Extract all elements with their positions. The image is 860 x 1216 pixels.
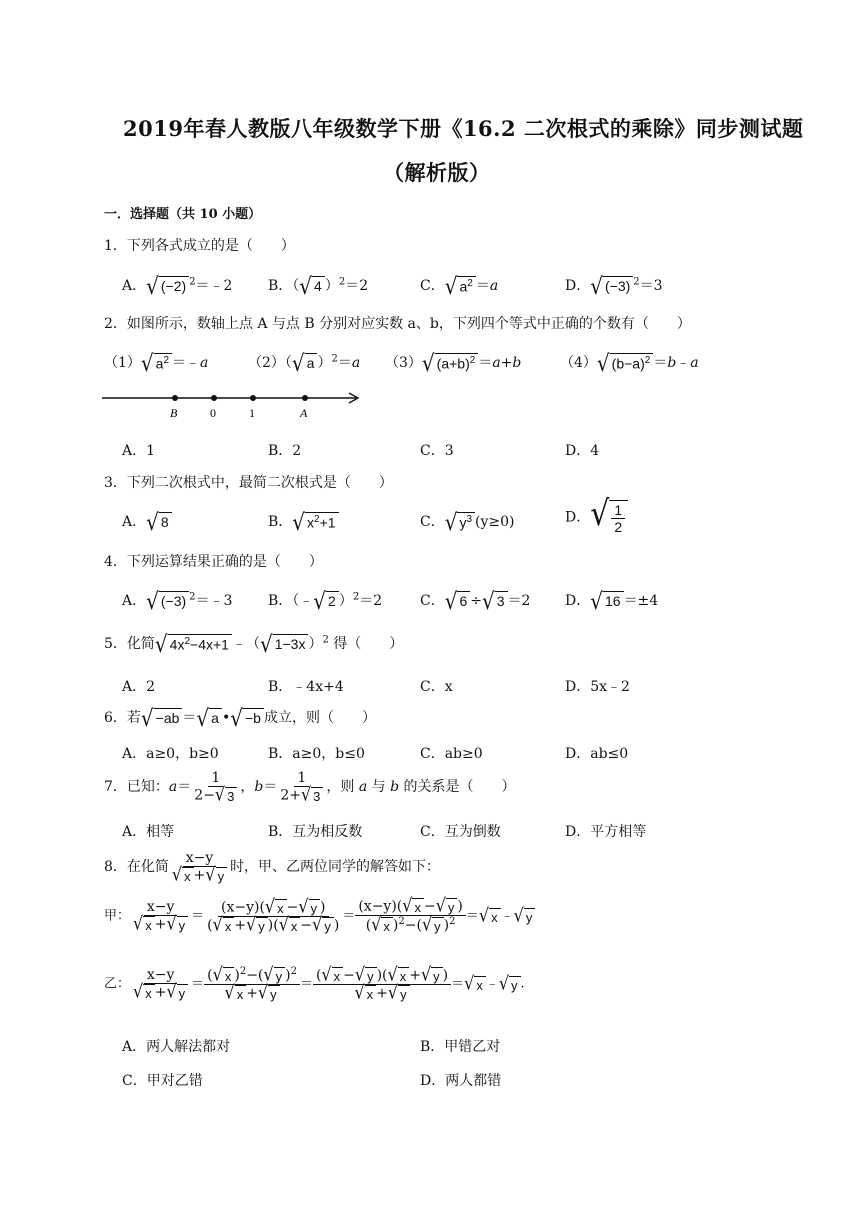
- point-one: [250, 395, 256, 401]
- q2-equation-3: （3） √ $(a+b)^2$ ＝a+b: [385, 349, 522, 377]
- point-b: [172, 395, 178, 401]
- q3-option-c: C． √ $y^3$ (y≥0): [420, 508, 515, 536]
- point-a: [302, 395, 308, 401]
- q4-option-d: D． √ 16 ＝±4: [565, 587, 659, 615]
- q6-option-a: A．a≥0，b≥0: [122, 746, 219, 762]
- q8-solution-yi: 乙： x−y √ x + √ y ＝ ( √ x )$^2$−( √ y )$^2$ √ x + √ y ＝ ( √ x − √ y )( √ x + √ y ) √ x + √ y ＝ √ x ﹣ √ y .: [104, 963, 525, 1004]
- page-subtitle: （解析版）: [383, 160, 491, 185]
- q8-stem: 8．在化简 x−y √ x + √ y 时，甲、乙两位同学的解答如下：: [104, 850, 441, 886]
- q5-stem: 5．化简 √ $4x^2-4x+1$ ﹣（ √ 1−3x ）$^2$ 得（ ）: [104, 630, 404, 658]
- axis-label-one: 1: [249, 406, 255, 420]
- q6-stem: 6．若 √ −ab ＝ √ a • √ −b 成立，则（ ）: [104, 704, 376, 732]
- q3-option-d: D． √ $\frac{1}{2}$: [565, 500, 628, 535]
- q1-option-b: B．（ √ 4 ）$^2$＝2: [268, 272, 369, 300]
- q8-option-d: D．两人都错: [420, 1073, 502, 1089]
- q1-stem: 1．下列各式成立的是（ ）: [104, 238, 295, 254]
- q7-option-d: D．平方相等: [565, 824, 647, 840]
- q5-option-a: A．2: [122, 679, 156, 695]
- q8-option-c: C．甲对乙错: [122, 1073, 203, 1089]
- q2-option-c: C．3: [420, 443, 454, 459]
- number-line: [100, 388, 365, 422]
- q7-stem: 7．已知：a＝ 1 2− √ 3 ，b＝ 1 2+ √ 3 ，则 a 与 b 的关系是（ ）: [104, 770, 516, 806]
- q7-option-c: C．互为倒数: [420, 824, 501, 840]
- axis-label-a: A: [300, 406, 308, 420]
- q4-option-c: C． √ 6 ÷ √ 3 ＝2: [420, 587, 531, 615]
- q7-option-b: B．互为相反数: [268, 824, 363, 840]
- q2-option-b: B．2: [268, 443, 302, 459]
- q5-option-d: D．5x﹣2: [565, 679, 630, 695]
- q4-stem: 4．下列运算结果正确的是（ ）: [104, 554, 323, 570]
- q6-option-c: C．ab≥0: [420, 746, 483, 762]
- q1-option-d: D． √ (−3) $^2$＝3: [565, 272, 663, 300]
- q1-option-a: A． √ (−2) $^2$＝﹣2: [122, 272, 233, 300]
- q8-solution-jia: 甲： x−y √ x + √ y ＝ (x−y)( √ x − √ y ) ( √ x + √ y )( √ x − √ y ) ＝ (x−y)( √ x − √ y ) ( √ x )$^2$−( √ y )$^2$ ＝ √ x ﹣ √ y: [104, 898, 535, 934]
- q2-equation-2: （2）（ √ a ）$^2$＝a: [248, 349, 361, 377]
- q4-option-b: B．（﹣ √ 2 ）$^2$＝2: [268, 587, 383, 615]
- q2-option-d: D．4: [565, 443, 600, 459]
- q6-option-d: D．ab≤0: [565, 746, 629, 762]
- axis-label-b: B: [170, 406, 178, 420]
- q2-equation-1: （1） √ $a^2$ ＝﹣a: [104, 349, 209, 377]
- q3-option-a: A． √ 8: [122, 511, 172, 532]
- q5-option-b: B．﹣4x+4: [268, 679, 344, 695]
- q7-option-a: A．相等: [122, 824, 175, 840]
- q2-equation-4: （4） √ $(b-a)^2$ ＝b﹣a: [560, 349, 699, 377]
- q2-stem: 2．如图所示，数轴上点 A 与点 B 分别对应实数 a、b，下列四个等式中正确的个数有（ ）: [104, 316, 691, 332]
- point-zero: [211, 395, 217, 401]
- q8-option-a: A．两人解法都对: [122, 1039, 231, 1055]
- q8-option-b: B．甲错乙对: [420, 1039, 501, 1055]
- q3-stem: 3．下列二次根式中，最简二次根式是（ ）: [104, 475, 393, 491]
- q5-option-c: C．x: [420, 679, 453, 695]
- q4-option-a: A． √ (−3) $^2$＝﹣3: [122, 587, 233, 615]
- page-title: 2019年春人教版八年级数学下册《16.2 二次根式的乘除》同步测试题: [123, 116, 804, 141]
- q6-option-b: B．a≥0，b≤0: [268, 746, 365, 762]
- q1-option-c: C． √ $a^2$ ＝a: [420, 272, 499, 300]
- q2-option-a: A．1: [122, 443, 156, 459]
- section-header: 一．选择题（共 10 小题）: [104, 207, 262, 222]
- q3-option-b: B． √ $x^2+1$: [268, 511, 339, 532]
- axis-label-zero: 0: [210, 406, 216, 420]
